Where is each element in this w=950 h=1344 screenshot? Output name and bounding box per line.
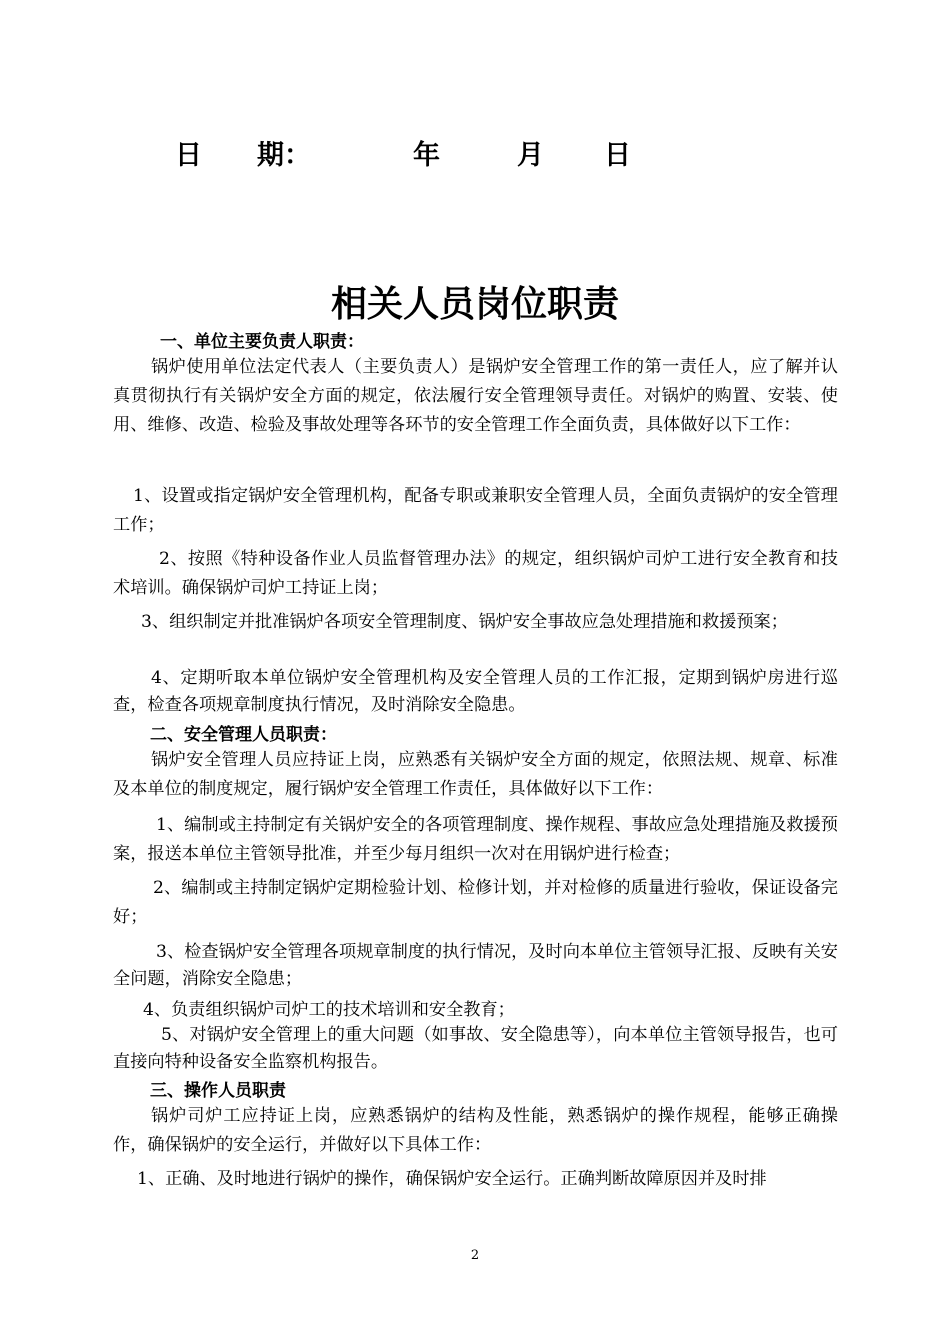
page-number: 2 xyxy=(470,1248,480,1263)
date-year: 年 xyxy=(413,140,440,171)
section3-item-1: 1、正确、及时地进行锅炉的操作，确保锅炉安全运行。正确判断故障原因并及时排 xyxy=(137,1169,767,1189)
section3-intro: 锅炉司炉工应持证上岗，应熟悉锅炉的结构及性能，熟悉锅炉的操作规程，能够正确操作，确保锅炉的安全运行，并做好以下具体工作： xyxy=(113,1106,838,1155)
section2-heading: 二、安全管理人员职责： xyxy=(150,725,337,745)
section1-item-1: 1、设置或指定锅炉安全管理机构，配备专职或兼职安全管理人员，全面负责锅炉的安全管理工作； xyxy=(113,486,838,535)
section2-intro: 锅炉安全管理人员应持证上岗，应熟悉有关锅炉安全方面的规定，依照法规、规章、标准及本单位的制度规定，履行锅炉安全管理工作责任，具体做好以下工作： xyxy=(113,750,838,799)
section2-item-4: 4、负责组织锅炉司炉工的技术培训和安全教育； xyxy=(143,1000,515,1020)
date-label-char1: 日 xyxy=(175,140,202,171)
section1-heading: 一、单位主要负责人职责： xyxy=(160,332,364,352)
section2-item-3: 3、检查锅炉安全管理各项规章制度的执行情况，及时向本单位主管领导汇报、反映有关安全问题，消除安全隐患； xyxy=(113,942,838,989)
section1-item-3: 3、组织制定并批准锅炉各项安全管理制度、锅炉安全事故应急处理措施和救援预案； xyxy=(141,612,788,632)
section1-intro: 锅炉使用单位法定代表人（主要负责人）是锅炉安全管理工作的第一责任人，应了解并认真贯彻执行有关锅炉安全方面的规定，依法履行安全管理领导责任。对锅炉的购置、安装、使用、维修、改造、检验及事故处理等各环节的安全管理工作全面负责，具体做好以下工作： xyxy=(113,357,838,435)
date-month: 月 xyxy=(517,140,544,171)
section1-item-4: 4、定期听取本单位锅炉安全管理机构及安全管理人员的工作汇报，定期到锅炉房进行巡查，检查各项规章制度执行情况，及时消除安全隐患。 xyxy=(113,668,838,715)
date-day: 日 xyxy=(604,140,631,171)
page-title: 相关人员岗位职责 xyxy=(330,284,619,325)
section2-item-2: 2、编制或主持制定锅炉定期检验计划、检修计划，并对检修的质量进行验收，保证设备完好； xyxy=(113,878,838,927)
section2-item-5: 5、对锅炉安全管理上的重大问题（如事故、安全隐患等），向本单位主管领导报告，也可直接向特种设备安全监察机构报告。 xyxy=(113,1025,838,1072)
section1-item-2: 2、按照《特种设备作业人员监督管理办法》的规定，组织锅炉司炉工进行安全教育和技术培训。确保锅炉司炉工持证上岗； xyxy=(113,549,838,598)
section3-heading: 三、操作人员职责 xyxy=(150,1081,286,1101)
date-label-char2: 期： xyxy=(257,140,311,171)
section2-item-1: 1、编制或主持制定有关锅炉安全的各项管理制度、操作规程、事故应急处理措施及救援预案，报送本单位主管领导批准，并至少每月组织一次对在用锅炉进行检查； xyxy=(113,815,838,864)
